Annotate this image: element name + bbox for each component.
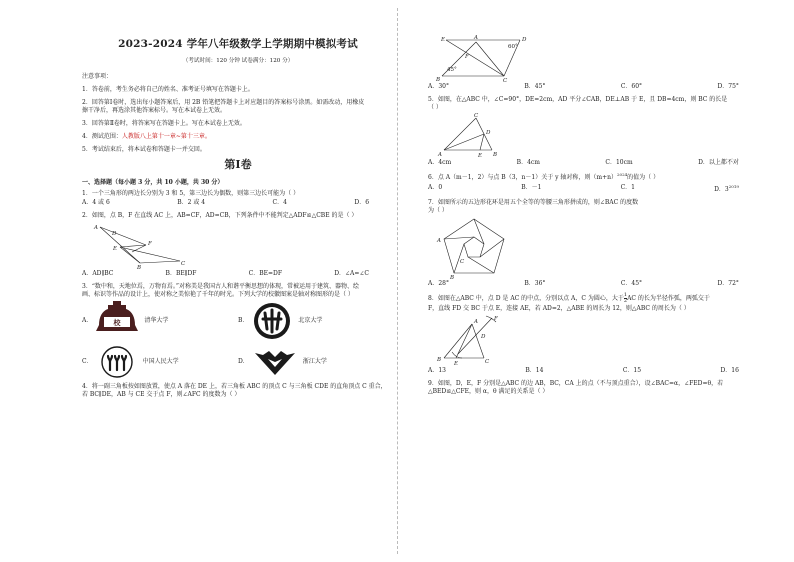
q4-option-b[interactable]: B．45°	[524, 83, 546, 90]
q3-text-1: 3．“数中和，天地位焉，万物育焉。”对称美是我国古人和谐平衡思想的体现，常被运用于建筑、器物、绘	[82, 282, 359, 290]
q5-option-d[interactable]: D．以上都不对	[698, 159, 739, 167]
q2-label-d: D	[112, 230, 117, 237]
q8-option-d[interactable]: D．16	[720, 366, 739, 374]
q3-option-d-name: 浙江大学	[302, 358, 327, 366]
q6-option-d-exp: 2019	[728, 183, 739, 189]
note-5: 5．考试结束后，将本试卷和答题卡一并交回。	[82, 145, 206, 153]
zhejiang-university-logo-icon	[253, 345, 297, 379]
q3-text-2: 画、标识等作品的设计上，使对称之美惊艳了千年的时光。下列大学的校徽图案是轴对称图形的是（ ）	[82, 290, 354, 298]
q6-option-b[interactable]: B．－1	[521, 183, 542, 191]
q8-options	[428, 367, 739, 375]
q3-logo-row-1	[82, 301, 394, 341]
note-1: 1．答卷前，考生务必将自己的姓名、准考证号填写在答题卡上。	[82, 85, 254, 93]
q5-text-2: （ ）	[428, 103, 442, 111]
q3-option-b-name: 北京大学	[298, 317, 323, 325]
q9-text-2: △BED≌△CFE，则 α，θ 满足的关系是（ ）	[428, 387, 549, 395]
q6-option-d-text: D．3	[714, 185, 729, 193]
q4-label-c: C	[503, 78, 508, 82]
section-heading: 一、选择题（每小题 3 分，共 10 小题，共 30 分）	[82, 178, 224, 186]
q2-option-c[interactable]: C．BE=DF	[248, 269, 283, 277]
left-column	[82, 38, 394, 548]
q4-label-a: A	[474, 35, 478, 41]
q4-label-f: F	[465, 54, 469, 60]
q4-options	[428, 83, 739, 91]
q2-option-d[interactable]: D．∠A=∠C	[334, 269, 370, 277]
q8-figure	[434, 314, 524, 366]
q7-option-b[interactable]: B．36°	[524, 280, 546, 288]
q8-label-e: E	[454, 360, 459, 366]
q5-figure	[434, 112, 524, 158]
q1-option-d[interactable]: D．6	[354, 199, 370, 207]
q8-text-1a: 8．如图在△ABC 中，点 D 是 AC 的中点，分别以点 A，C 为圆心，大于	[428, 295, 624, 303]
q5-label-e: E	[478, 153, 483, 159]
q5-option-b[interactable]: B．4cm	[516, 159, 540, 167]
q1-option-c[interactable]: C．4	[272, 199, 287, 207]
q7-label-a: A	[437, 238, 441, 245]
q7-option-a[interactable]: A．28°	[428, 280, 449, 288]
renmin-university-logo-icon	[97, 345, 137, 379]
q4-label-e: E	[441, 37, 446, 43]
q5-label-c: C	[474, 113, 479, 120]
exam-title: 2023-2024 学年八年级数学上学期期中模拟考试	[118, 38, 358, 50]
q9-text-1: 9．如图，D，E，F 分别是△ABC 的边 AB，BC，CA 上的点（不与顶点重合），设∠BAC=α，∠FED=θ，若	[428, 379, 724, 387]
q2-text: 2．如图，点 B，F 在直线 AC 上，AB=CF，AD=CB，下列条件中不能判定△ADF≌△CBE 的是（ ）	[82, 212, 358, 220]
q2-options	[82, 270, 369, 278]
q5-label-a: A	[438, 152, 442, 159]
q7-text-2: 为（ ）	[428, 206, 448, 214]
q8-option-a[interactable]: A．13	[428, 366, 446, 374]
note-2: 2．回答第Ⅰ卷时，选出每小题答案后，用 2B 铅笔把答题卡上对应题目的答案标号涂黑。如需改动，用橡皮	[82, 98, 365, 106]
right-column	[428, 34, 766, 554]
q7-label-c: C	[460, 259, 465, 266]
q2-label-e: E	[113, 245, 118, 252]
q8-text-1	[428, 293, 766, 304]
q3-option-d[interactable]	[238, 345, 394, 379]
q7-options	[428, 280, 739, 288]
q3-option-c-letter: C．	[82, 358, 93, 366]
q3-option-a[interactable]	[82, 301, 238, 341]
q7-option-c[interactable]: C．45°	[620, 280, 643, 288]
q6-text-b: 的值为（ ）	[627, 174, 660, 182]
q3-option-b[interactable]	[238, 301, 394, 341]
q1-text: 1．一个三角形的两边长分别为 3 和 5，第三边长为偶数，则第三边长可能为（ ）	[82, 189, 300, 197]
q3-option-c[interactable]	[82, 345, 238, 379]
q1-option-b[interactable]: B．2 或 4	[177, 199, 206, 207]
note-4	[82, 133, 394, 141]
q5-label-b: B	[493, 152, 498, 159]
q7-label-b: B	[450, 275, 455, 280]
q4-text-1: 4．将一副三角板按如图放置，使点 A 落在 DE 上，若三角板 ABC 的顶点 C 与三角板 CDE 的直角顶点 C 重合，	[82, 383, 387, 391]
q4-label-d: D	[522, 37, 527, 43]
note-2-cont: 擦干净后，再选涂其他答案标号。写在本试卷上无效。	[82, 107, 227, 115]
q3-option-b-letter: B．	[238, 317, 249, 325]
q3-option-d-letter: D．	[238, 358, 249, 366]
q5-option-c[interactable]: C．10cm	[605, 159, 633, 167]
q2-option-b[interactable]: B．BE∥DF	[165, 269, 197, 277]
q5-label-d: D	[486, 130, 491, 137]
q8-label-f: F	[494, 315, 498, 322]
q2-label-b: B	[137, 264, 142, 269]
q4-figure	[432, 34, 532, 82]
q4-label-45: 45°	[447, 67, 457, 73]
q3-logo-row-2	[82, 345, 394, 379]
q5-option-a[interactable]: A．4cm	[428, 159, 452, 167]
q6-option-c[interactable]: C．1	[620, 183, 635, 191]
q8-option-b[interactable]: B．14	[525, 366, 544, 374]
q8-text-2: F，直线 FD 交 BC 于点 E，连接 AE，若 AD=2，△ABE 的周长为 12，则△ABC 的周长为（ ）	[428, 305, 690, 313]
q3-option-a-letter: A．	[82, 317, 93, 325]
q6-option-a[interactable]: A．0	[428, 183, 443, 191]
tsinghua-bell-logo-icon	[96, 301, 138, 341]
q8-label-c: C	[485, 358, 490, 365]
q8-frac-num: 1	[623, 292, 628, 299]
q6-option-d[interactable]	[714, 184, 739, 194]
q1-options	[82, 199, 369, 207]
q7-figure	[434, 215, 524, 279]
q3-option-c-name: 中国人民大学	[142, 358, 179, 366]
q4-option-d[interactable]: D．75°	[717, 83, 739, 90]
notes-heading: 注意事项：	[82, 72, 113, 80]
q5-text-1: 5．如图，在△ABC 中，∠C=90°，DE=2cm，AD 平分∠CAB，DE⊥AB 于 E，且 DB=4cm，则 BC 的长是	[428, 95, 728, 103]
q8-label-d: D	[481, 333, 486, 340]
q7-text-1: 7．如图所示的五边形花环是用五个全等的等腰三角形拼成的，则∠BAC 的度数	[428, 198, 639, 206]
q6-text	[428, 172, 766, 182]
column-divider	[397, 8, 398, 554]
peking-university-logo-icon	[252, 301, 292, 341]
q2-label-a: A	[94, 224, 98, 231]
q1-option-a[interactable]: A．4 或 6	[82, 199, 110, 207]
q5-options	[428, 159, 739, 167]
q2-option-a[interactable]: A．AD∥BC	[82, 269, 114, 277]
note-4-scope: 人教版八上第十一章~第十三章。	[121, 132, 211, 140]
q3-option-a-name: 清华大学	[144, 317, 169, 325]
q2-label-c: C	[181, 260, 186, 267]
note-4-label: 4．测试范围：	[82, 132, 122, 140]
q2-label-f: F	[148, 240, 152, 247]
q4-label-b: B	[436, 77, 441, 82]
exam-subtitle: （考试时间：120 分钟 试卷满分：120 分）	[182, 57, 294, 64]
q4-option-a[interactable]: A．30°	[428, 83, 449, 90]
q8-label-a: A	[474, 318, 478, 325]
q4-label-60: 60°	[508, 44, 518, 50]
q4-text-2: 若 BC∥DE，AB 与 CE 交于点 F，则∠AFC 的度数为（ ）	[82, 391, 241, 399]
svg-text:校: 校	[113, 318, 121, 328]
note-3: 3．回答第Ⅱ卷时，将答案写在答题卡上。写在本试卷上无效。	[82, 120, 246, 128]
q8-label-b: B	[437, 356, 442, 363]
q6-options	[428, 184, 739, 194]
q2-figure	[82, 221, 192, 269]
volume-heading: 第Ⅰ卷	[224, 158, 252, 172]
q8-text-1b: AC 的长为半径作弧，两弧交于	[627, 295, 710, 303]
q7-option-d[interactable]: D．72°	[717, 280, 739, 288]
q8-frac-den: 2	[623, 298, 628, 305]
q8-option-c[interactable]: C．15	[622, 366, 642, 374]
q6-exponent: 2024	[616, 172, 628, 178]
q4-option-c[interactable]: C．60°	[620, 83, 643, 90]
q6-text-a: 6．点 A（m－1，2）与点 B（3，n－1）关于 y 轴对称，则（m+n）	[428, 174, 617, 182]
